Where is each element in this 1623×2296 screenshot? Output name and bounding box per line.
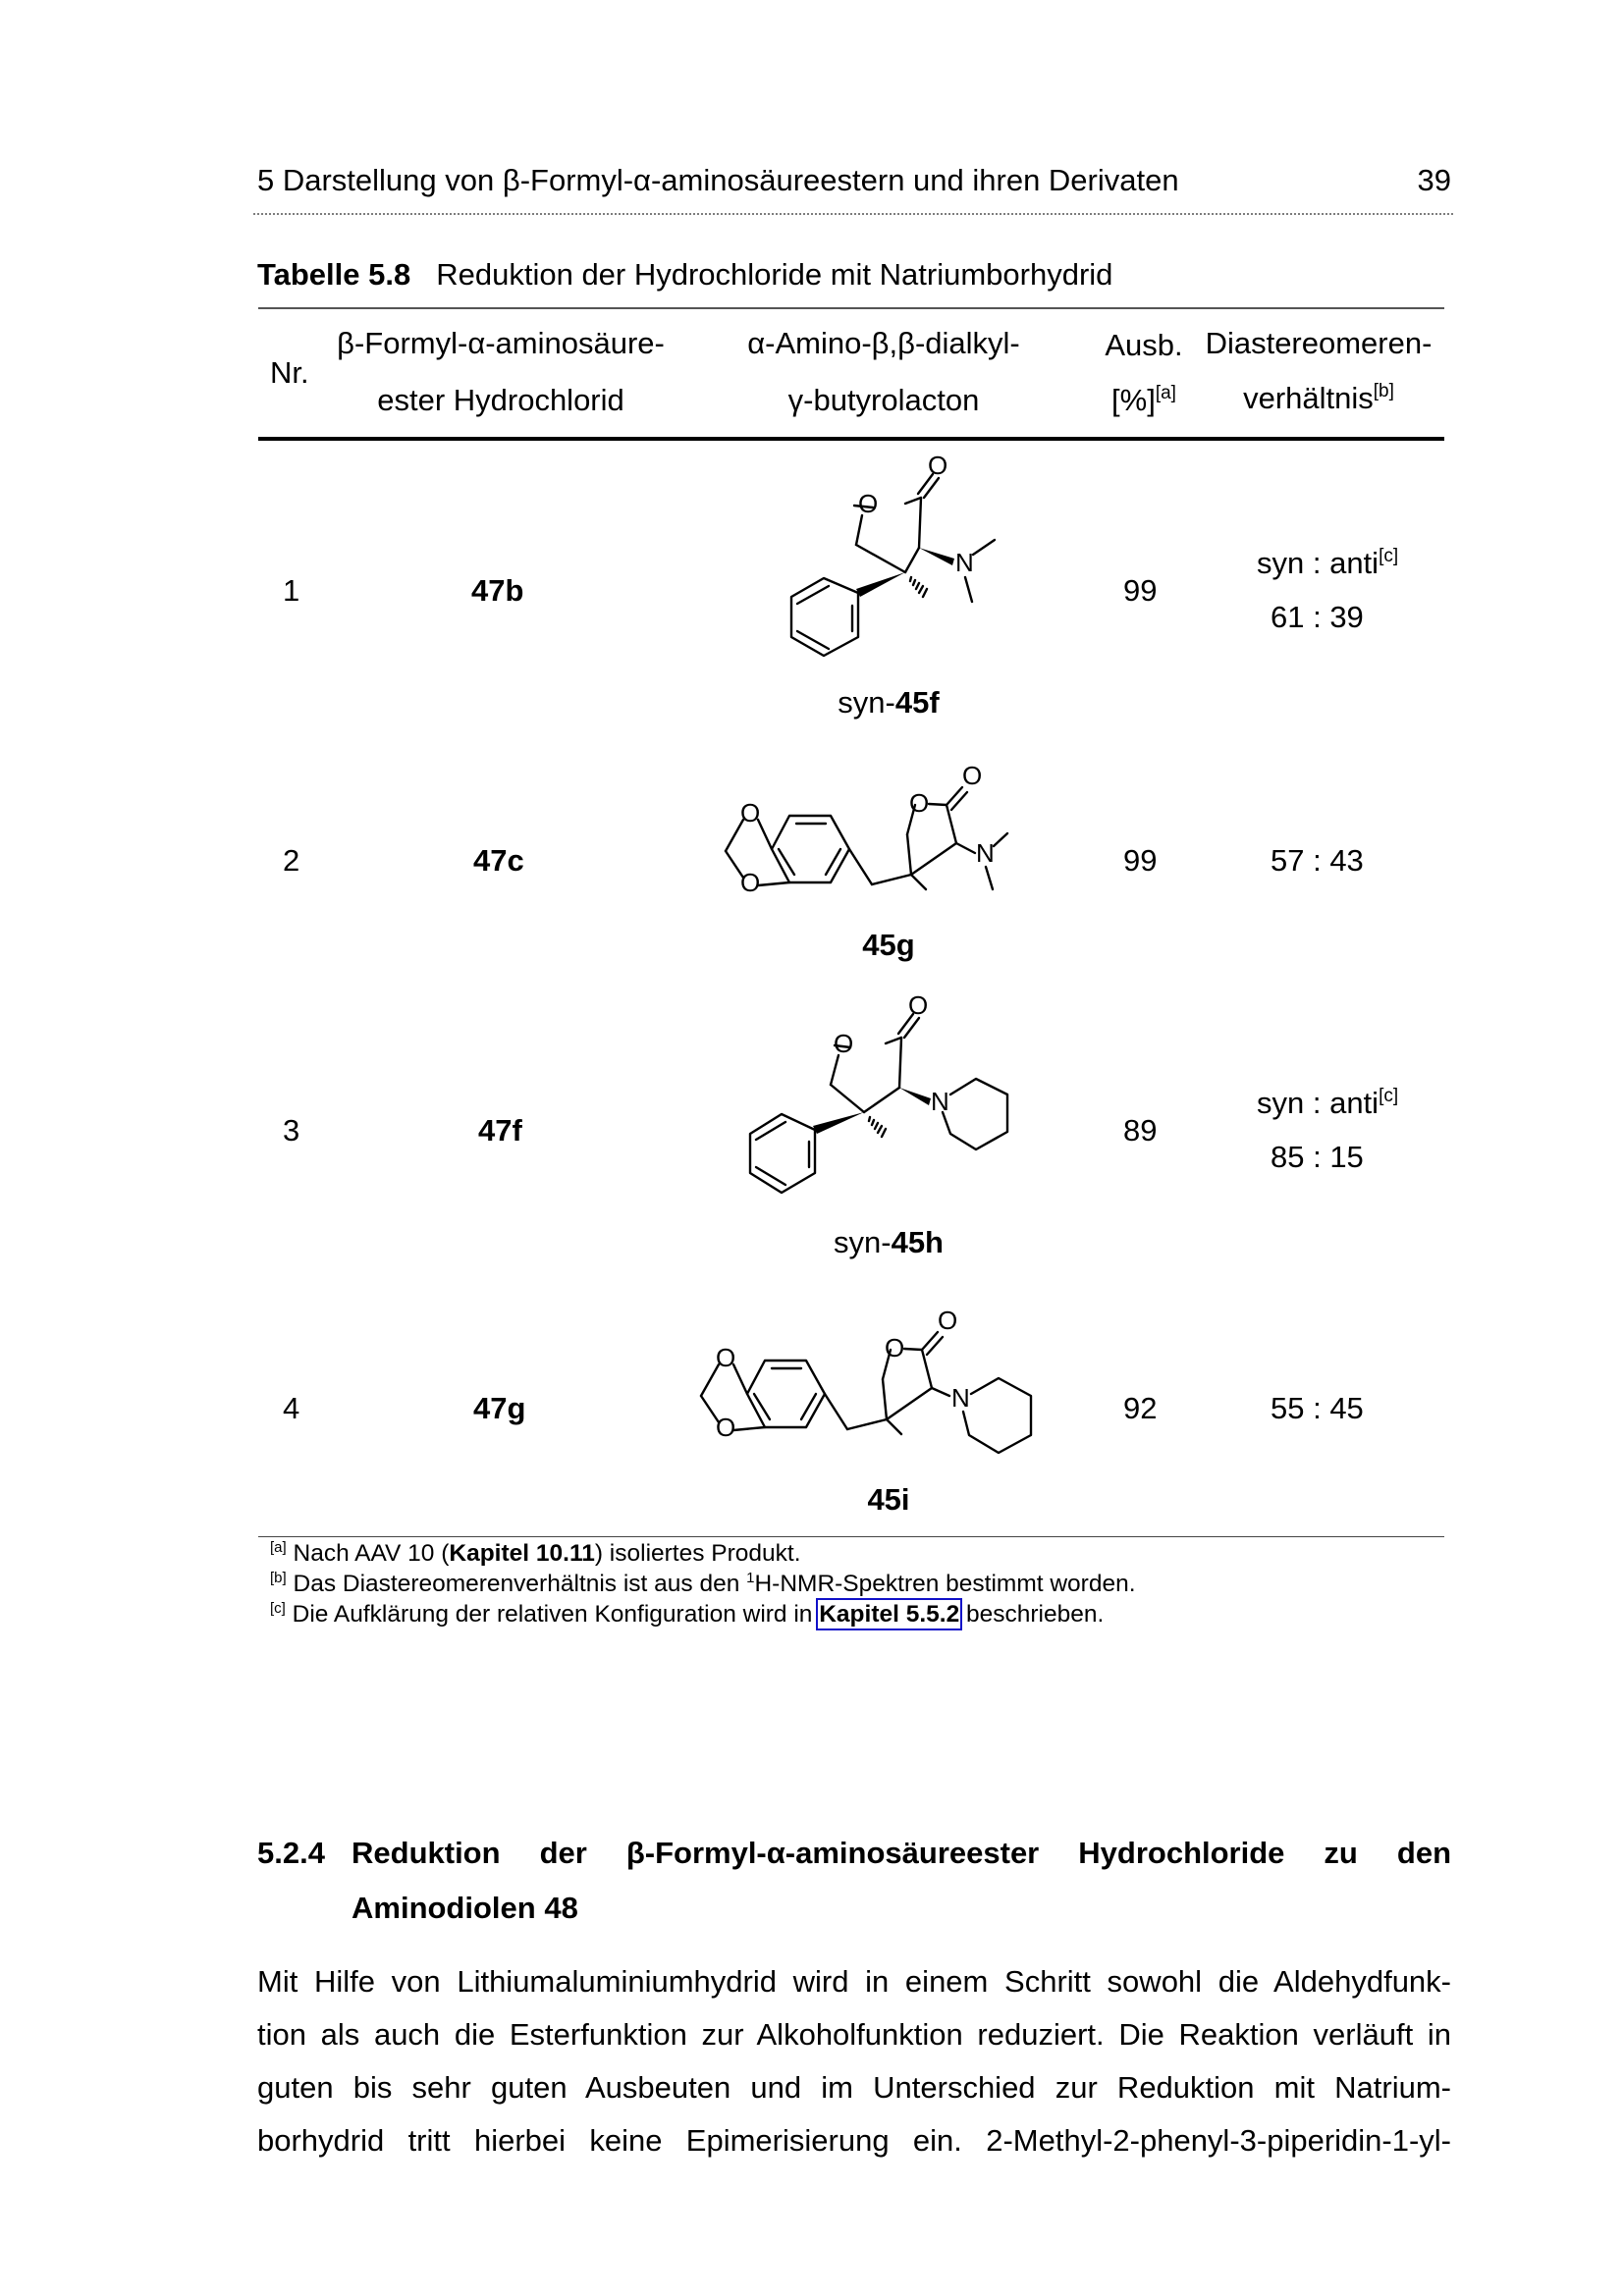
row2-yield: 99 — [1123, 843, 1158, 878]
structure-45g — [717, 751, 1070, 923]
body-line: guten bis sehr guten Ausbeuten und im Unterschied zur Reduktion mit Natrium- — [257, 2070, 1451, 2105]
row2-product-number: 45g — [862, 928, 915, 962]
header-divider — [253, 213, 1453, 215]
atom-o-carbonyl: O — [908, 990, 929, 1020]
atom-o-carbonyl: O — [928, 451, 948, 480]
footnote-text: Nach AAV 10 ( — [293, 1540, 450, 1567]
row1-ester: 47b — [471, 573, 524, 608]
header-yield-line2 — [1090, 383, 1198, 418]
footnote-c — [270, 1599, 1136, 1629]
atom-o-ring: O — [885, 1333, 905, 1362]
table-caption-label: Tabelle 5.8 — [257, 257, 411, 292]
structure-45f — [746, 447, 1041, 663]
header-ester-line2: ester Hydrochlorid — [377, 383, 624, 417]
row1-dr-label — [1257, 546, 1398, 581]
row3-product-number: 45h — [891, 1225, 944, 1259]
row1-product — [781, 685, 997, 721]
row4-ester: 47g — [473, 1391, 526, 1425]
section-title-line2: Aminodiolen 48 — [352, 1891, 578, 1925]
footnote-mark: [a] — [270, 1539, 287, 1556]
footnote-a — [270, 1538, 1136, 1569]
header-dr-label: verhältnis — [1243, 381, 1374, 415]
structure-45h — [727, 987, 1041, 1212]
running-head-title: 5 Darstellung von β-Formyl-α-aminosäureestern und ihren Derivaten — [257, 163, 1179, 197]
row4-product-number: 45i — [867, 1482, 910, 1517]
table-caption-text: Reduktion der Hydrochloride mit Natriumborhydrid — [436, 257, 1113, 292]
atom-n: N — [955, 548, 974, 577]
row2-dr: 57 : 43 — [1271, 843, 1364, 878]
row2-ester: 47c — [473, 843, 524, 878]
atom-o-dioxole-2: O — [716, 1413, 736, 1442]
row3-product — [781, 1225, 997, 1260]
footnote-text: H-NMR-Spektren bestimmt worden. — [754, 1571, 1136, 1597]
structure-45i — [692, 1296, 1085, 1472]
footnote-ref-c: [c] — [1379, 1086, 1399, 1106]
footnote-text: Die Aufklärung der relativen Konfiguration wird in — [292, 1601, 820, 1628]
row1-nr: 1 — [283, 573, 300, 608]
row1-product-number: 45f — [894, 685, 940, 720]
row4-yield: 92 — [1123, 1391, 1158, 1425]
header-nr: Nr. — [270, 355, 309, 390]
row3-product-prefix: syn- — [834, 1225, 892, 1259]
row3-dr-label — [1257, 1086, 1398, 1121]
atom-o-dioxole-1: O — [716, 1343, 736, 1372]
chapter-link[interactable]: Kapitel 5.5.2 — [819, 1601, 960, 1628]
atom-o-dioxole-2: O — [740, 868, 761, 897]
header-dr-line2 — [1196, 381, 1441, 416]
body-line: tion als auch die Esterfunktion zur Alkoholfunktion reduziert. Die Reaktion verläuft in — [257, 2017, 1451, 2052]
header-ester-line1: β-Formyl-α-aminosäure- — [337, 326, 665, 360]
footnote-mark: [c] — [270, 1600, 286, 1617]
section-number: 5.2.4 — [257, 1836, 325, 1870]
row1-yield: 99 — [1123, 573, 1158, 608]
body-paragraph — [257, 1955, 1451, 2167]
atom-o-ring: O — [909, 788, 930, 818]
row4-nr: 4 — [283, 1391, 300, 1425]
row4-product — [781, 1482, 997, 1518]
atom-o-ring: O — [858, 489, 879, 518]
row3-nr: 3 — [283, 1113, 300, 1148]
row3-yield: 89 — [1123, 1113, 1158, 1148]
table-footnotes — [270, 1538, 1136, 1629]
footnote-mark: [b] — [270, 1570, 287, 1586]
atom-o-carbonyl: O — [938, 1306, 958, 1335]
atom-o-ring: O — [834, 1029, 854, 1058]
header-lactone-line1: α-Amino-β,β-dialkyl- — [747, 326, 1020, 360]
atom-n: N — [976, 838, 995, 868]
footnote-ref-a: [a] — [1155, 383, 1176, 403]
table-bottom-rule — [258, 1536, 1444, 1537]
table-top-rule — [258, 307, 1444, 309]
running-head — [257, 163, 1451, 202]
row2-product — [781, 928, 997, 963]
table-caption — [257, 257, 1112, 293]
footnote-text: Das Diastereomerenverhältnis ist aus den — [293, 1571, 747, 1597]
footnote-text: beschrieben. — [959, 1601, 1105, 1628]
atom-o-carbonyl: O — [962, 761, 983, 790]
footnote-b — [270, 1569, 1136, 1599]
nmr-isotope: 1 — [746, 1570, 755, 1586]
body-line: borhydrid tritt hierbei keine Epimerisierung ein. 2-Methyl-2-phenyl-3-piperidin-1-yl- — [257, 2123, 1451, 2158]
row3-dr: 85 : 15 — [1271, 1140, 1364, 1174]
body-line: Mit Hilfe von Lithiumaluminiumhydrid wird in einem Schritt sowohl die Aldehydfunk- — [257, 1964, 1451, 1999]
footnote-text: ) isoliertes Produkt. — [594, 1540, 801, 1567]
atom-o-dioxole-1: O — [740, 798, 761, 828]
header-lactone-line2: γ-butyrolacton — [787, 383, 980, 417]
table-header-rule — [258, 437, 1444, 441]
header-dr-line1: Diastereomeren- — [1205, 326, 1433, 360]
header-yield-line1: Ausb. — [1105, 328, 1183, 362]
footnote-ref-c: [c] — [1379, 546, 1399, 566]
section-title-line1: Reduktion der β-Formyl-α-aminosäureester Hydrochloride zu den — [352, 1836, 1451, 1870]
row3-dr-label-text: syn : anti — [1257, 1086, 1380, 1120]
row1-dr: 61 : 39 — [1271, 600, 1364, 634]
page-number: 39 — [1417, 163, 1451, 197]
footnote-ref-b: [b] — [1373, 381, 1394, 401]
row2-nr: 2 — [283, 843, 300, 878]
atom-n: N — [931, 1087, 949, 1116]
row4-dr: 55 : 45 — [1271, 1391, 1364, 1425]
header-yield-unit: [%] — [1111, 383, 1156, 417]
footnote-chapter-ref: Kapitel 10.11 — [449, 1540, 595, 1567]
row1-dr-label-text: syn : anti — [1257, 546, 1380, 580]
row1-product-prefix: syn- — [838, 685, 895, 720]
atom-n: N — [951, 1383, 970, 1413]
row3-ester: 47f — [478, 1113, 522, 1148]
